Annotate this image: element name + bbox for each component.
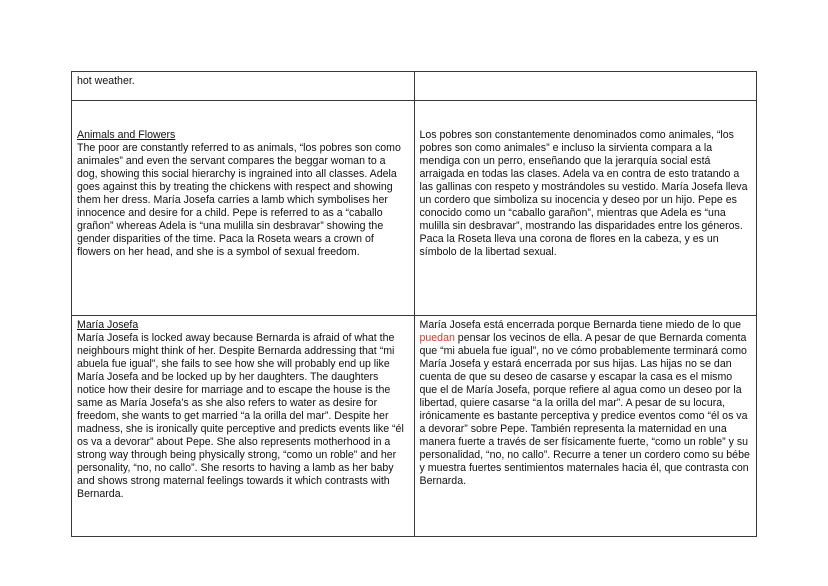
table-row <box>72 316 757 537</box>
spanish-cell <box>414 101 757 316</box>
english-cell <box>72 316 415 537</box>
translation-table <box>71 71 757 537</box>
english-cell <box>72 101 415 316</box>
spanish-text-before: María Josefa está encerrada porque Bernarda tiene miedo de lo que <box>419 319 742 331</box>
english-text: The poor are constantly referred to as animals, “los pobres son como animales” and even the servant compares the beggar woman to a dog, showing this social hierarchy is ingrained into all classes. Adela goes against this by treating the chickens with respect and showing them her dress. María Josefa carries a lamb which symbolises her innocence and desire for a child. Pepe is referred to as a “caballo grañon” whereas Adela is “una mulilla sin desbravar” showing the gender disparities of the time. Paca la Roseta wears a crown of flowers on her head, and she is a symbol of sexual freedom. <box>77 142 401 258</box>
highlighted-word: puedan <box>419 332 455 344</box>
english-cell <box>72 72 415 101</box>
section-heading: María Josefa <box>77 319 139 331</box>
table-row <box>72 72 757 101</box>
section-heading: Animals and Flowers <box>77 129 176 141</box>
spanish-text-after: pensar los vecinos de ella. A pesar de que Bernarda comenta que “mi abuela fue igual”, no ve cómo probablemente terminará como María Josefa y estará encerrada por sus hijas. Las hijas no se dan cuenta de que su deseo de casarse y escapar la casa es el mismo que el de María Josefa, porque refiere al agua como un deseo por la libertad, quiere casarse “a la orilla del mar”. A pesar de su locura, irónicamente es bastante perceptiva y predice eventos como “él os va a devorar” sobre Pepe. También representa la maternidad en una manera fuerte a través de ser físicamente fuerte, “como un roble” y su personalidad, “no, no callo”. Recurre a tener un cordero como su bébe y muestra fuertes sentimientos maternales hacia él, que contrasta con Bernarda. <box>419 332 750 487</box>
spanish-cell <box>414 316 757 537</box>
table-row <box>72 101 757 316</box>
english-text: María Josefa is locked away because Bernarda is afraid of what the neighbours might think of her. Despite Bernarda addressing that “mi abuela fue igual”, she fails to see how she will probably end up like María Josefa and be locked up by her daughters. The daughters notice how their desire for marriage and to escape the house is the same as María Josefa’s as she also refers to water as desire for freedom, she wants to get married “a la orilla del mar”. Despite her madness, she is ironically quite perceptive and predicts events like “él os va a devorar” about Pepe. She also represents motherhood in a strong way through being physically strong, “como un roble” and her personality, “no, no callo”. She resorts to having a lamb as her baby and shows strong maternal feelings towards it which contrasts with Bernarda. <box>77 332 404 500</box>
spanish-text: Los pobres son constantemente denominados como animales, “los pobres son como animales” e incluso la sirvienta compara a la mendiga con un perro, enseñando que la jerarquía social está arraigada en todas las clases. Adela va en contra de esto tratando a las gallinas con respeto y mostrándoles su vestido. María Josefa lleva un cordero que simboliza su inocencia y deseo por un hijo. Pepe es conocido como un “caballo garañon”, mientras que Adela es “una mulilla sin desbravar”, mostrando las disparidades entre los géneros. Paca la Roseta lleva una corona de flores en la cabeza, y es un símbolo de la libertad sexual. <box>419 129 748 258</box>
spanish-cell <box>414 72 757 101</box>
english-text: hot weather. <box>77 75 135 87</box>
